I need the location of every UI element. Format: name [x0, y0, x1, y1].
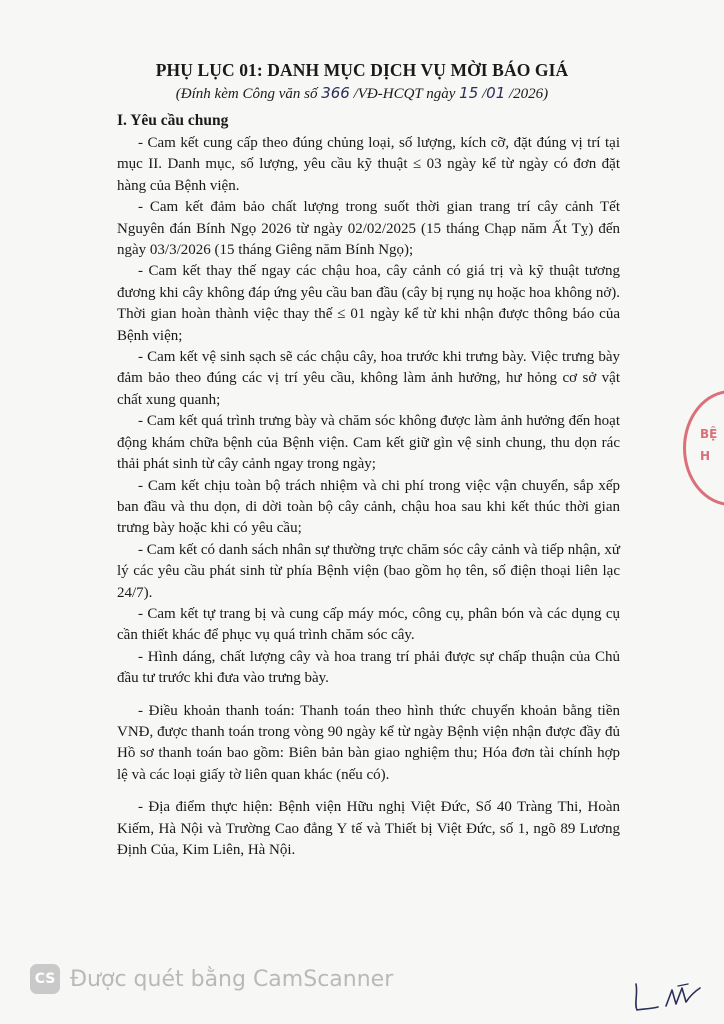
- requirement-item: - Cam kết quá trình trưng bày và chăm sóc không được làm ảnh hưởng đến hoạt động khám chữa bệnh của Bệnh viện. Cam kết giữ gìn vệ sinh chung, thu dọn rác thải phát sinh từ cây cảnh ngay trong ngày;: [117, 413, 620, 473]
- section-heading: I. Yêu cầu chung: [117, 112, 229, 129]
- handwritten-doc-number: 366: [321, 84, 350, 102]
- camscanner-watermark: [30, 962, 393, 996]
- handwritten-day: 15: [459, 84, 479, 102]
- document-subtitle: (Đính kèm Công văn số 366 /VĐ-HCQT ngày 15 /01 /2026): [175, 84, 549, 102]
- subtitle-suffix: /2026): [509, 86, 549, 102]
- requirement-item: - Hình dáng, chất lượng cây và hoa trang trí phải được sự chấp thuận của Chủ đầu tư trước khi đưa vào trưng bày.: [117, 648, 620, 687]
- stamp-text-line2: H: [700, 449, 711, 463]
- requirement-item: - Cam kết đảm bảo chất lượng trong suốt thời gian trang trí cây cảnh Tết Nguyên đán Bính Ngọ 2026 từ ngày 02/02/2025 (15 tháng Chạp năm Ất Tỵ) đến ngày 03/3/2026 (15 tháng Giêng năm Bính Ngọ);: [117, 199, 620, 259]
- red-seal-stamp: [683, 390, 724, 506]
- requirement-item: - Cam kết cung cấp theo đúng chủng loại, số lượng, kích cỡ, đặt đúng vị trí tại mục II. Danh mục, số lượng, yêu cầu kỹ thuật ≤ 03 ngày kể từ ngày có đơn đặt hàng của Bệnh viện.: [117, 135, 620, 194]
- requirement-item: - Cam kết tự trang bị và cung cấp máy móc, công cụ, phân bón và các dụng cụ cần thiết khác để phục vụ quá trình chăm sóc cây.: [117, 605, 620, 644]
- stamp-text-line1: BỆ: [700, 427, 718, 441]
- requirement-item: - Cam kết thay thế ngay các chậu hoa, cây cảnh có giá trị và kỹ thuật tương đương khi cây không đáp ứng yêu cầu ban đầu (cây bị rụng nụ hoặc hoa không nở). Thời gian hoàn thành việc thay thế ≤ 01 ngày kể từ khi nhận được thông báo của Bệnh viện;: [117, 263, 620, 344]
- subtitle-prefix: (Đính kèm Công văn số: [175, 86, 318, 102]
- subtitle-middle: /VĐ-HCQT ngày: [353, 86, 456, 102]
- requirement-item: - Cam kết vệ sinh sạch sẽ các chậu cây, hoa trước khi trưng bày. Việc trưng bày đảm bảo theo đúng các vị trí yêu cầu, không làm ảnh hưởng, hư hỏng cơ sở vật chất xung quanh;: [117, 349, 620, 408]
- handwritten-month: 01: [486, 84, 506, 102]
- requirement-item: - Cam kết có danh sách nhân sự thường trực chăm sóc cây cảnh và tiếp nhận, xử lý các yêu cầu phát sinh từ phía Bệnh viện (bao gồm họ tên, số điện thoại liên lạc 24/7).: [117, 541, 620, 601]
- watermark-text: Được quét bằng CamScanner: [70, 966, 394, 992]
- requirement-item: - Cam kết chịu toàn bộ trách nhiệm và chi phí trong việc vận chuyển, sắp xếp ban đầu và thu dọn, di dời toàn bộ cây cảnh, chậu hoa sau khi kết thúc thời gian trưng bày hoặc khi có yêu cầu;: [117, 477, 620, 537]
- document-title: PHỤ LỤC 01: DANH MỤC DỊCH VỤ MỜI BÁO GIÁ: [155, 60, 569, 80]
- location: - Địa điểm thực hiện: Bệnh viện Hữu nghị Việt Đức, Số 40 Tràng Thi, Hoàn Kiếm, Hà Nội và Trường Cao đẳng Y tế và Thiết bị Việt Đức, số 1, ngõ 89 Lương Định Của, Kim Liên, Hà Nội.: [117, 799, 620, 858]
- payment-terms: - Điều khoản thanh toán: Thanh toán theo hình thức chuyển khoản bằng tiền VNĐ, được thanh toán trong vòng 90 ngày kể từ ngày Bệnh viện nhận được đầy đủ Hồ sơ thanh toán bao gồm: Biên bản bàn giao nghiệm thu; Hóa đơn tài chính hợp lệ và các loại giấy tờ liên quan khác (nếu có).: [117, 702, 620, 783]
- document-body: [117, 110, 620, 861]
- handwritten-signature: [628, 976, 708, 1016]
- camscanner-logo-icon: CS: [30, 964, 60, 994]
